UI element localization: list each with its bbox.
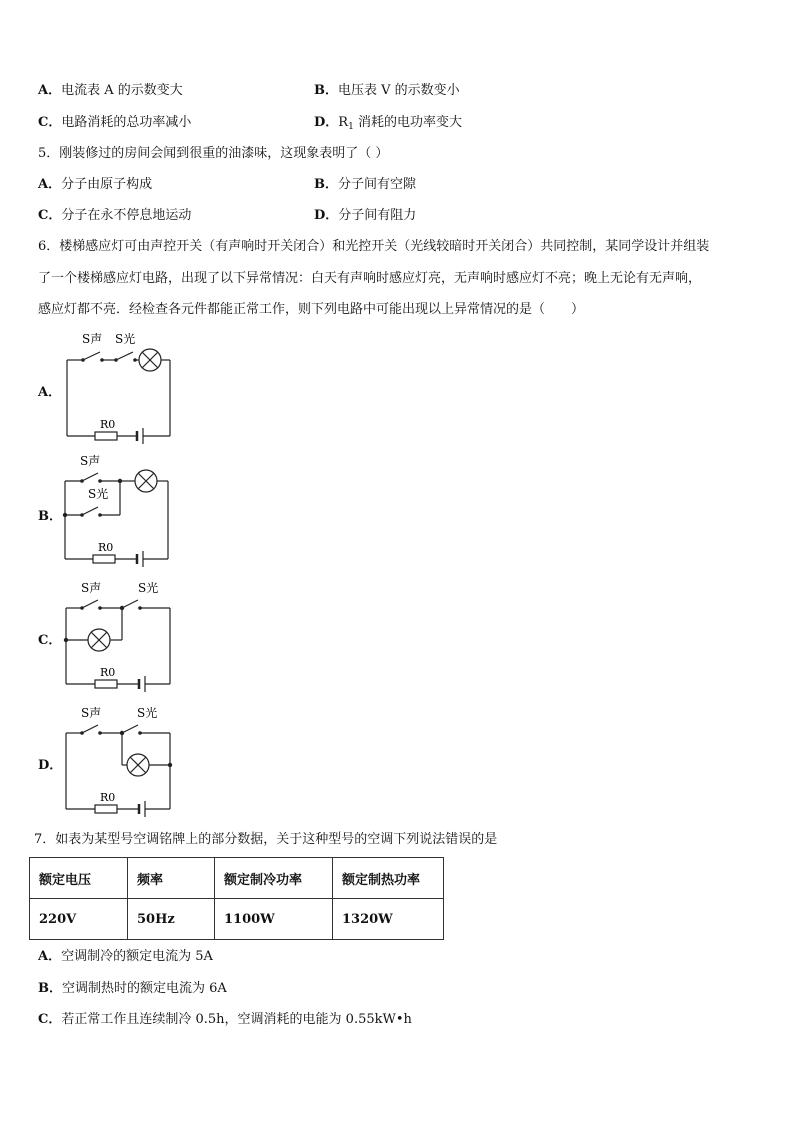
option-letter: B． [38,981,62,996]
switch-sound-blade [83,352,100,360]
q6-stem-line-1: 6．楼梯感应灯可由声控开关（有声响时开关闭合）和光控开关（光线较暗时开关闭合）共同控制，某同学设计并组装 [38,239,710,254]
switch-contact [100,358,104,362]
option-text: 分子由原子构成 [61,177,153,192]
option-text-r: R [338,115,349,130]
circuit-c-label: C． [38,633,62,648]
q5-option-c [38,207,191,225]
q7-option-a [38,948,213,966]
junction-dot [120,606,124,610]
switch-sound-label: S声 [80,454,101,468]
circuit-b-diagram [60,453,180,568]
switch-contact [80,479,84,483]
option-text: 若正常工作且连续制冷 0.5h，空调消耗的电能为 0.55kW•h [61,1012,412,1027]
resistor-label: R0 [98,541,114,554]
option-text: 电流表 A 的示数变大 [61,83,183,98]
table-header-cell: 频率 [128,858,215,899]
option-text: 消耗的电功率变大 [353,115,462,130]
q5-option-b [314,176,416,194]
q6-stem-line-3: 感应灯都不亮．经检查各元件都能正常工作，则下列电路中可能出现以上异常情况的是（ ） [38,302,585,317]
switch-light-blade [122,600,138,608]
switch-light-label: S光 [138,581,159,595]
option-letter: A． [38,83,62,98]
option-letter: D． [314,208,339,223]
lamp-icon [139,349,161,371]
option-letter: B． [314,83,338,98]
switch-sound-blade [82,473,98,481]
circuit-d-label: D． [38,758,63,773]
switch-contact [138,606,142,610]
junction-dot [64,638,68,642]
resistor-label: R0 [100,666,116,679]
resistor-label: R0 [100,791,116,804]
switch-contact [98,479,102,483]
switch-contact [80,731,84,735]
q7-option-c [38,1011,412,1029]
q4-option-a [38,82,183,100]
switch-contact [133,358,137,362]
table-cell: 220V [30,899,128,940]
q4-option-d [314,114,462,136]
option-text: 空调制热时的额定电流为 6A [62,981,227,996]
option-letter: C． [38,208,62,223]
lamp-icon [127,754,149,776]
table-header-row [30,858,444,899]
table-cell: 1100W [215,899,333,940]
junction-dot [168,763,172,767]
switch-contact [98,606,102,610]
q7-stem: 7．如表为某型号空调铭牌上的部分数据，关于这种型号的空调下列说法错误的是 [34,832,498,847]
option-letter: D． [314,115,339,130]
q7-option-b [38,980,227,998]
switch-light-label: S光 [115,332,136,346]
junction-dot [118,479,122,483]
switch-contact [81,358,85,362]
switch-sound-label: S声 [82,332,103,346]
lamp-icon [88,629,110,651]
option-text: 电路消耗的总功率减小 [61,115,192,130]
circuit-b-label: B． [38,509,62,524]
switch-sound-label: S声 [81,706,102,720]
resistor-r0 [93,555,115,563]
switch-sound-blade [82,600,98,608]
resistor-r0 [95,432,117,440]
spec-table [29,857,444,940]
circuit-a-diagram [60,330,180,445]
option-letter: C． [38,1012,62,1027]
table-cell: 1320W [333,899,444,940]
option-text: 电压表 V 的示数变小 [338,83,460,98]
q4-option-b [314,82,460,100]
option-letter: B． [314,177,338,192]
table-header-cell: 额定制冷功率 [215,858,333,899]
circuit-c-diagram [60,578,180,693]
circuit-a-label: A． [38,385,62,400]
option-letter: C． [38,115,62,130]
q5-stem: 5．刚装修过的房间会闻到很重的油漆味，这现象表明了（ ） [38,146,389,161]
switch-contact [80,606,84,610]
switch-contact [98,513,102,517]
switch-light-blade [116,352,133,360]
switch-contact [98,731,102,735]
q4-option-c [38,114,191,132]
option-text-subscript: 1 [348,122,354,132]
switch-light-blade [122,725,138,733]
junction-dot [63,513,67,517]
table-row [30,899,444,940]
lamp-icon [135,470,157,492]
switch-light-label: S光 [137,706,158,720]
table-header-cell: 额定电压 [30,858,128,899]
q6-stem-line-2: 了一个楼梯感应灯电路，出现了以下异常情况：白天有声响时感应灯亮，无声响时感应灯不亮；晚上无论有无声响， [38,271,702,286]
table-cell: 50Hz [128,899,215,940]
q5-option-d [314,207,416,225]
option-text: 分子间有空隙 [338,177,417,192]
circuit-d-diagram [60,703,180,818]
switch-contact [80,513,84,517]
option-letter: A． [38,177,62,192]
switch-light-label: S光 [88,487,109,501]
option-text: 空调制冷的额定电流为 5A [61,949,213,964]
switch-light-blade [82,507,98,515]
switch-sound-blade [82,725,98,733]
switch-sound-label: S声 [81,581,102,595]
option-text: 分子在永不停息地运动 [61,208,192,223]
switch-contact [138,731,142,735]
option-text: 分子间有阻力 [338,208,417,223]
q5-option-a [38,176,152,194]
switch-contact [114,358,118,362]
resistor-label: R0 [100,418,116,431]
table-header-cell: 额定制热功率 [333,858,444,899]
option-letter: A． [38,949,62,964]
resistor-r0 [95,680,117,688]
junction-dot [120,731,124,735]
resistor-r0 [95,805,117,813]
